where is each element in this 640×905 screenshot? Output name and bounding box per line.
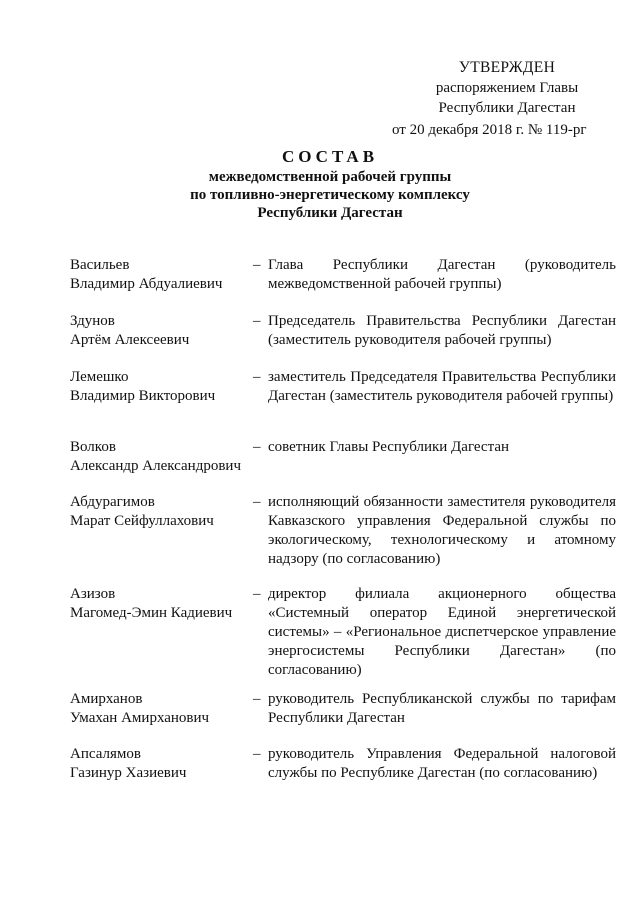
member-role: исполняющий обязанности заместителя руководителя Кавказского управления Федеральной службы по экологическому, технологическому и атомному надзору (по согласованию) <box>268 494 616 567</box>
approval-heading: УТВЕРЖДЕН <box>458 59 556 76</box>
member-dash: – <box>253 313 261 329</box>
member-role: Глава Республики Дагестан (руководитель межведомственной рабочей группы) <box>268 257 616 292</box>
approval-line-2: Республики Дагестан <box>438 100 576 116</box>
member-dash: – <box>253 439 261 455</box>
member-surname: Волков <box>70 439 116 455</box>
title-sub-2: по топливно-энергетическому комплексу <box>190 187 470 203</box>
member-role: заместитель Председателя Правительства Республики Дагестан (заместитель руководителя рабочей группы) <box>268 369 616 404</box>
approval-date-line: от 20 декабря 2018 г. № 119-рг <box>392 122 587 138</box>
member-dash: – <box>253 586 261 602</box>
member-given-name: Газинур Хазиевич <box>70 765 187 781</box>
member-surname: Амирханов <box>70 691 143 707</box>
member-role: директор филиала акционерного общества «Системный оператор Единой энергетической системы» – «Региональное диспетчерское управление энергосистемы Республики Дагестан» (по согласованию) <box>268 586 616 678</box>
member-given-name: Умахан Амирханович <box>70 710 210 726</box>
member-name <box>70 438 255 476</box>
member-given-name: Марат Сейфуллахович <box>70 513 214 529</box>
member-surname: Апсалямов <box>70 746 141 762</box>
member-dash: – <box>253 691 261 707</box>
member-name <box>70 256 255 294</box>
approval-line-1: распоряжением Главы <box>435 80 579 96</box>
member-given-name: Артём Алексеевич <box>70 332 190 348</box>
member-name <box>70 493 255 531</box>
member-dash: – <box>253 746 261 762</box>
member-surname: Васильев <box>70 257 130 273</box>
member-role: советник Главы Республики Дагестан <box>268 439 510 455</box>
member-name <box>70 368 255 406</box>
member-surname: Азизов <box>70 586 116 602</box>
title-sub-3: Республики Дагестан <box>257 205 403 221</box>
member-name <box>70 585 255 623</box>
member-role: руководитель Республиканской службы по тарифам Республики Дагестан <box>268 691 616 726</box>
member-given-name: Владимир Абдуалиевич <box>70 276 223 292</box>
member-given-name: Магомед-Эмин Кадиевич <box>70 605 233 621</box>
member-surname: Абдурагимов <box>70 494 155 510</box>
member-dash: – <box>253 257 261 273</box>
member-given-name: Александр Александрович <box>70 458 241 474</box>
member-role: руководитель Управления Федеральной налоговой службы по Республике Дагестан (по согласованию) <box>268 746 616 781</box>
member-name <box>70 312 255 350</box>
member-dash: – <box>253 494 261 510</box>
member-given-name: Владимир Викторович <box>70 388 216 404</box>
member-name <box>70 690 255 728</box>
document-title <box>0 146 640 222</box>
member-dash: – <box>253 369 261 385</box>
member-name <box>70 745 255 783</box>
member-surname: Лемешко <box>70 369 129 385</box>
approval-stamp <box>392 58 622 140</box>
member-role: Председатель Правительства Республики Дагестан (заместитель руководителя рабочей группы) <box>268 313 616 348</box>
member-surname: Здунов <box>70 313 115 329</box>
title-sub-1: межведомственной рабочей группы <box>208 169 452 185</box>
title-main: СОСТАВ <box>281 147 379 166</box>
